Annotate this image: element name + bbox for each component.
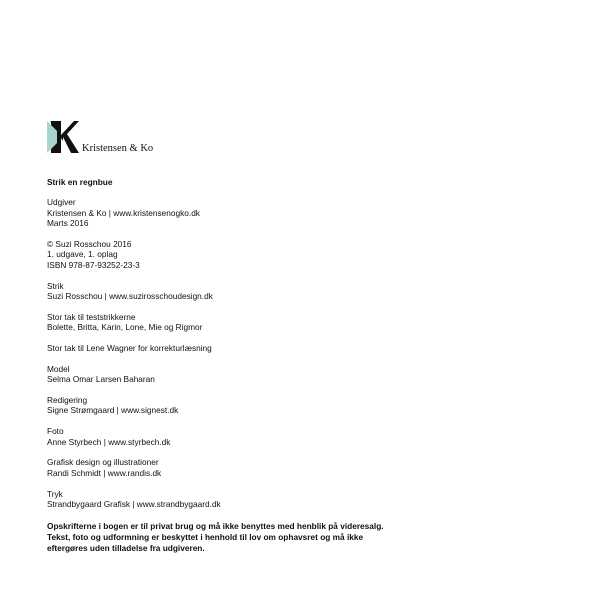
isbn-line: ISBN 978-87-93252-23-3: [47, 259, 140, 270]
edition-line: 1. udgave, 1. oplag: [47, 249, 118, 260]
publisher-label: Udgiver: [47, 197, 76, 208]
publish-date: Marts 2016: [47, 218, 89, 229]
design-label: Grafisk design og illustrationer: [47, 457, 159, 468]
rights-notice-line: Tekst, foto og udformning er beskyttet i henhold til lov om ophavsret og må ikke: [47, 532, 364, 543]
test-knitters-block: [47, 312, 567, 333]
publisher-logo: [47, 121, 153, 153]
photo-credit: Anne Styrbech | www.styrbech.dk: [47, 436, 171, 447]
copyright-block: [47, 239, 567, 270]
proofreading-block: [47, 343, 567, 353]
book-title: Strik en regnbue: [47, 177, 113, 187]
photo-label: Foto: [47, 426, 64, 437]
copyright-line: © Suzi Rosschou 2016: [47, 239, 132, 250]
colophon-text: [47, 177, 567, 553]
publisher-logo-text: Kristensen & Ko: [82, 143, 154, 154]
knit-credit: Suzi Rosschou | www.suzirosschoudesign.dk: [47, 291, 213, 302]
knit-label: Strik: [47, 280, 64, 291]
model-block: [47, 364, 567, 385]
editing-block: [47, 395, 567, 416]
test-knitters-names: Bolette, Britta, Karin, Lone, Mie og Rigmor: [47, 322, 203, 333]
print-label: Tryk: [47, 488, 63, 499]
publisher-block: [47, 197, 567, 228]
photo-block: [47, 426, 567, 447]
editing-credit: Signe Strømgaard | www.signest.dk: [47, 405, 179, 416]
knit-credit-block: [47, 281, 567, 302]
print-credit: Strandbygaard Grafisk | www.strandbygaard.dk: [47, 499, 221, 510]
k-logo-icon: [47, 121, 79, 153]
test-knitters-label: Stor tak til teststrikkerne: [47, 311, 136, 322]
design-credit: Randi Schmidt | www.randis.dk: [47, 467, 162, 478]
model-name: Selma Omar Larsen Baharan: [47, 374, 155, 385]
print-block: [47, 489, 567, 510]
rights-notice-line: Opskrifterne i bogen er til privat brug og må ikke benyttes med henblik på videresalg.: [47, 521, 384, 532]
model-label: Model: [47, 363, 70, 374]
publisher-name: Kristensen & Ko | www.kristensenogko.dk: [47, 207, 200, 218]
editing-label: Redigering: [47, 395, 88, 406]
rights-notice-line: eftergøres uden tilladelse fra udgiveren.: [47, 542, 205, 553]
design-block: [47, 457, 567, 478]
rights-notice: [47, 521, 567, 553]
proofreading-thanks: Stor tak til Lene Wagner for korrekturlæsning: [47, 343, 212, 354]
